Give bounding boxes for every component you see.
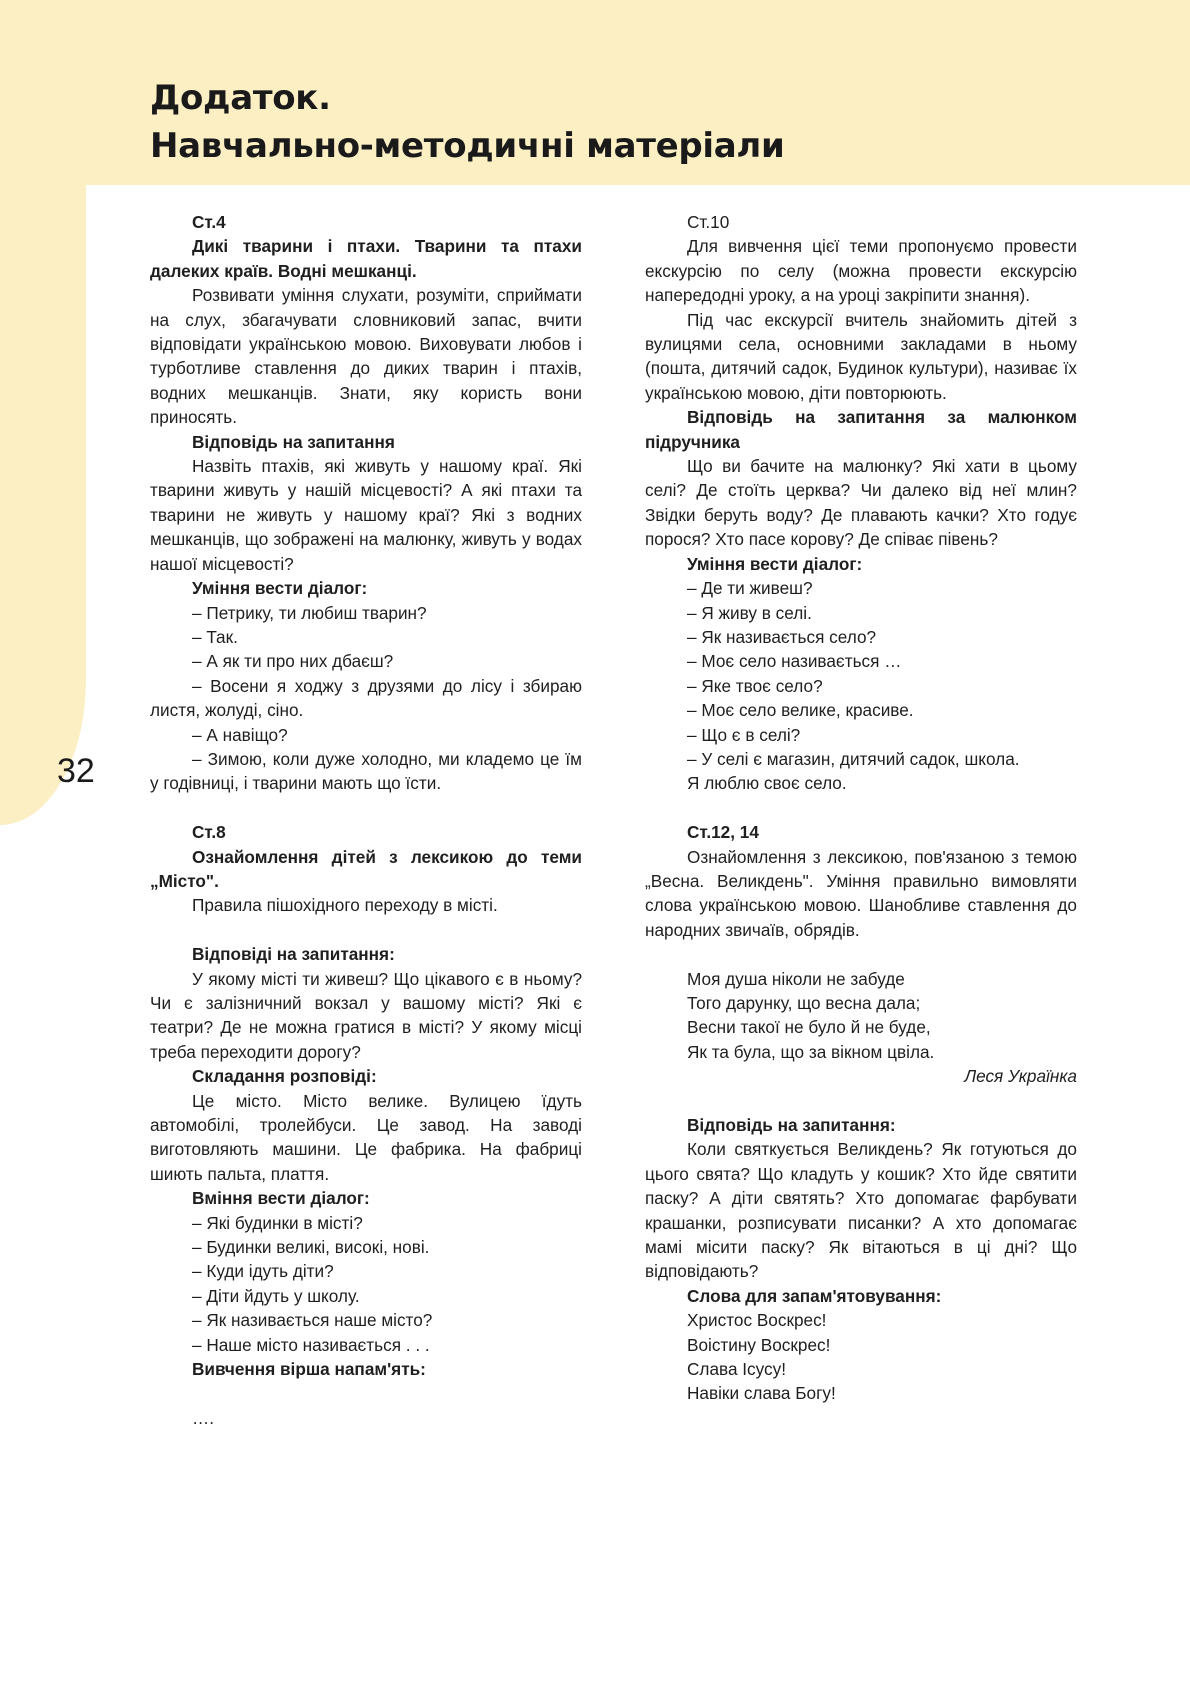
words-heading: Слова для запам'ятовування:	[687, 1285, 942, 1306]
word-phrase: Христос Воскрес!	[687, 1310, 827, 1331]
dialog-line: – Наше місто називається . . .	[192, 1334, 430, 1355]
qa-heading: Відповідь на запитання	[192, 431, 395, 452]
dialog-heading: Вміння вести діалог:	[192, 1188, 370, 1209]
qa-heading: Відповіді на запитання:	[192, 944, 395, 965]
dialog-line: – Будинки великі, високі, нові.	[192, 1237, 430, 1258]
dialog-line: – Так.	[192, 626, 238, 647]
qa-text: Назвіть птахів, які живуть у нашому краї. Які тварини живуть у нашій місцевості? А які птахи та тварини не живуть у нашому краї? Які з водних мешканців, що зображені на малюнку, живуть у водах нашої місцевості?	[150, 456, 582, 574]
qa-heading: Відповідь на запитання:	[687, 1114, 896, 1135]
side-band	[0, 0, 86, 825]
dialog-heading: Уміння вести діалог:	[192, 578, 368, 599]
dialog-line: – Я живу в селі.	[687, 602, 812, 623]
left-column	[150, 210, 582, 1430]
dialog-heading: Уміння вести діалог:	[687, 553, 863, 574]
poem-author: Леся Українка	[964, 1066, 1077, 1087]
section-heading: Ст.4	[192, 212, 226, 232]
paragraph-gap	[645, 1089, 1077, 1113]
section-excursion: Під час екскурсії вчитель знайомить дітей з вулицями села, основними закладами в ньому (пошта, дитячий садок, Будинок культури), називає їх українською мовою, діти повторюють.	[645, 309, 1077, 403]
paragraph-gap	[150, 1381, 582, 1405]
section-gap	[645, 796, 1077, 820]
poem-heading: Вивчення вірша напам'ять:	[192, 1359, 426, 1380]
section-st12-14	[645, 820, 1077, 1406]
dialog-line: – Що є в селі?	[687, 724, 801, 745]
poem-line: Того дарунку, що весна дала;	[687, 992, 921, 1013]
dialog-line: – Яке твоє село?	[687, 675, 823, 696]
page-title	[150, 74, 785, 170]
paragraph-gap	[645, 942, 1077, 966]
poem-line: Моя душа ніколи не забуде	[687, 968, 905, 989]
dialog-line: – У селі є магазин, дитячий садок, школа.	[687, 748, 1020, 769]
section-rules: Правила пішохідного переходу в місті.	[192, 895, 498, 916]
page-number: 32	[57, 752, 95, 790]
poem-line: Як та була, що за вікном цвіла.	[687, 1041, 935, 1062]
word-phrase: Навіки слава Богу!	[687, 1383, 836, 1404]
story-heading: Складання розповіді:	[192, 1066, 377, 1087]
story-text: Це місто. Місто велике. Вулицею їдуть автомобілі, тролейбуси. Це завод. На заводі виготовляють машини. Це фабрика. На фабриці шиють пальта, плаття.	[150, 1090, 582, 1184]
paragraph-gap	[150, 918, 582, 942]
section-intro: Ознайомлення з лексикою, пов'язаною з темою „Весна. Великдень". Уміння правильно вимовляти слова українською мовою. Шанобливе ставлення до народних звичаїв, обрядів.	[645, 846, 1077, 940]
right-column	[645, 210, 1077, 1406]
qa-text: Що ви бачите на малюнку? Які хати в цьому селі? Де стоїть церква? Чи далеко від неї млин? Звідки беруть воду? Де плавають качки? Хто годує порося? Хто пасе корову? Де співає півень?	[645, 456, 1077, 550]
section-heading: Ст.12, 14	[687, 822, 759, 843]
section-intro: Для вивчення цієї теми пропонуємо провести екскурсію по селу (можна провести екскурсію напередодні уроку, а на уроці закріпити знання).	[645, 236, 1077, 306]
dialog-line: – А навіщо?	[192, 724, 288, 745]
dialog-line: – А як ти про них дбаєш?	[192, 651, 394, 672]
poem-line: Весни такої не було й не буде,	[687, 1017, 931, 1038]
page-title-line-1: Додаток.	[150, 78, 331, 118]
qa-heading: Відповідь на запитання за малюнком підручника	[645, 407, 1077, 452]
closing-line: Я люблю своє село.	[687, 773, 847, 794]
qa-text: Коли святкується Великдень? Як готуються до цього свята? Що кладуть у кошик? Хто йде святити паску? А діти святять? Хто допомагає фарбувати крашанки, розписувати писанки? А хто допомагає мамі місити паску? Як вітаються в ці дні? Що відповідають?	[645, 1139, 1077, 1282]
dialog-line: – Діти йдуть у школу.	[192, 1285, 360, 1306]
page-title-line-2: Навчально-методичні матеріали	[150, 126, 785, 166]
dialog-line: – Які будинки в місті?	[192, 1212, 363, 1233]
section-st4	[150, 210, 582, 796]
dialog-line: – Як називається наше місто?	[192, 1310, 433, 1331]
dialog-line: – Зимою, коли дуже холодно, ми кладемо це їм у годівниці, і тварини мають що їсти.	[150, 748, 582, 794]
dialog-line: – Моє село називається …	[687, 651, 902, 672]
section-heading: Ст.8	[192, 822, 226, 843]
section-topic: Дикі тварини і птахи. Тварини та птахи далеких країв. Водні мешканці.	[150, 236, 582, 281]
section-st10	[645, 210, 1077, 796]
qa-text: У якому місті ти живеш? Що цікавого є в ньому? Чи є залізничний вокзал у вашому місті? Які є театри? Де не можна гратися в місті? У якому місці треба переходити дорогу?	[150, 968, 582, 1062]
dialog-line: – Петрику, ти любиш тварин?	[192, 602, 427, 623]
dialog-line: – Куди ідуть діти?	[192, 1261, 334, 1282]
section-topic: Ознайомлення дітей з лексикою до теми „Місто".	[150, 846, 582, 891]
ellipsis: ….	[192, 1407, 214, 1428]
section-st8	[150, 820, 582, 1430]
dialog-line: – Восени я ходжу з друзями до лісу і збираю листя, жолуді, сіно.	[150, 675, 582, 721]
dialog-line: – Моє село велике, красиве.	[687, 700, 914, 721]
section-heading: Ст.10	[687, 212, 730, 232]
word-phrase: Воістину Воскрес!	[687, 1334, 831, 1355]
section-goal: Розвивати уміння слухати, розуміти, сприймати на слух, збагачувати словниковий запас, вчити відповідати українською мовою. Виховувати любов і турботливе ставлення до диких тварин і птахів, водних мешканців. Знати, яку користь вони приносять.	[150, 285, 582, 428]
dialog-line: – Як називається село?	[687, 626, 877, 647]
dialog-line: – Де ти живеш?	[687, 578, 813, 599]
word-phrase: Слава Ісусу!	[687, 1359, 787, 1380]
section-gap	[150, 796, 582, 820]
